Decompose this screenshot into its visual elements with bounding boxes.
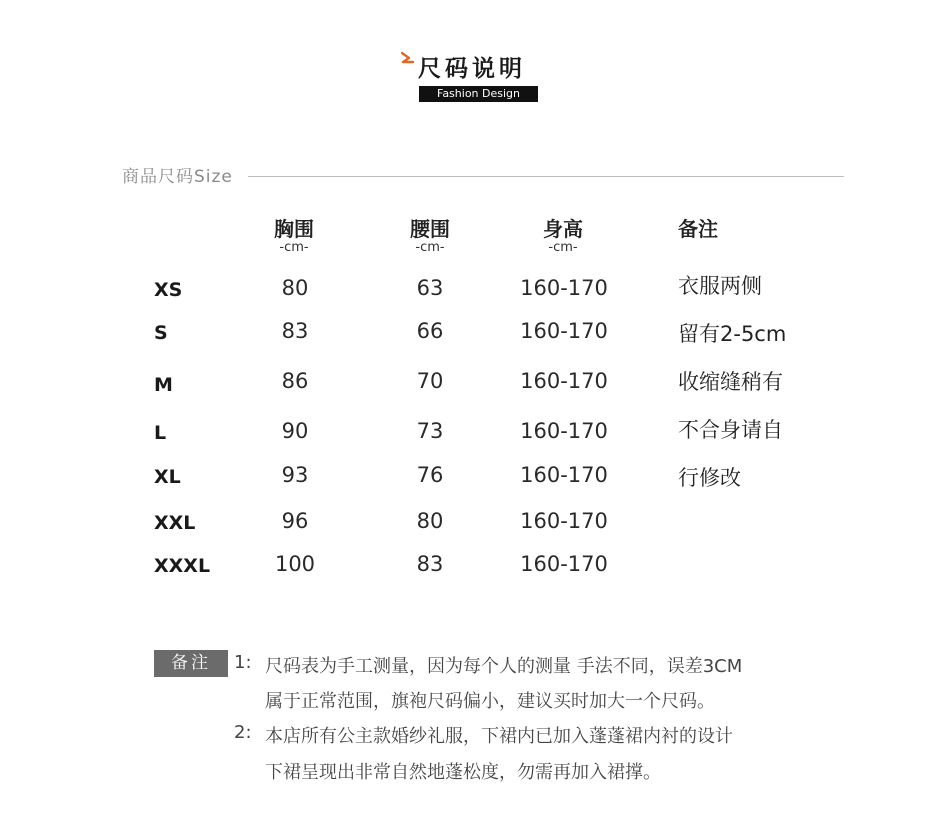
chest-value: 93: [281, 463, 309, 487]
chest-value: 90: [281, 419, 309, 443]
size-label-m: M: [154, 374, 173, 396]
column-header-chest: 胸围: [274, 217, 314, 241]
section-label: 商品尺码Size: [122, 167, 233, 187]
note-2-line-1: 本店所有公主款婚纱礼服，下裙内已加入蓬蓬裙内衬的设计: [265, 726, 733, 747]
subtitle-banner: Fashion Design: [419, 86, 538, 102]
waist-value: 76: [416, 463, 444, 487]
note-1-line-2: 属于正常范围，旗袍尺码偏小，建议买时加大一个尺码。: [265, 691, 715, 712]
height-value: 160-170: [520, 319, 608, 343]
note-number-1: 1:: [234, 652, 252, 673]
size-label-xxxl: XXXL: [154, 555, 211, 577]
remark-line: 不合身请自: [678, 418, 783, 442]
remark-line: 行修改: [678, 466, 741, 490]
page-title: 尺码说明: [418, 56, 526, 82]
column-unit-height: -cm-: [548, 240, 578, 255]
column-header-remarks: 备注: [678, 217, 718, 241]
waist-value: 70: [416, 369, 444, 393]
note-number-2: 2:: [234, 722, 252, 743]
orange-accent-mark: [401, 50, 415, 66]
height-value: 160-170: [520, 276, 608, 300]
chest-value: 100: [274, 552, 316, 576]
chest-value: 96: [281, 509, 309, 533]
size-label-l: L: [154, 422, 167, 444]
height-value: 160-170: [520, 419, 608, 443]
chest-value: 83: [281, 319, 309, 343]
size-label-xl: XL: [154, 466, 181, 488]
column-unit-chest: -cm-: [279, 240, 309, 255]
height-value: 160-170: [520, 552, 608, 576]
column-header-waist: 腰围: [410, 217, 450, 241]
column-unit-waist: -cm-: [415, 240, 445, 255]
waist-value: 63: [416, 276, 444, 300]
remark-line: 衣服两侧: [678, 274, 762, 298]
note-2-line-2: 下裙呈现出非常自然地蓬松度，勿需再加入裙撑。: [265, 762, 661, 783]
height-value: 160-170: [520, 509, 608, 533]
chest-value: 86: [281, 369, 309, 393]
waist-value: 73: [416, 419, 444, 443]
height-value: 160-170: [520, 369, 608, 393]
size-label-s: S: [154, 322, 168, 344]
column-header-height: 身高: [543, 217, 583, 241]
chest-value: 80: [281, 276, 309, 300]
remark-line: 留有2-5cm: [678, 322, 787, 346]
remark-line: 收缩缝稍有: [678, 370, 783, 394]
height-value: 160-170: [520, 463, 608, 487]
note-1-line-1: 尺码表为手工测量，因为每个人的测量 手法不同，误差3CM: [265, 656, 743, 677]
size-label-xxl: XXL: [154, 512, 196, 534]
notes-badge: 备注: [154, 650, 228, 677]
size-label-xs: XS: [154, 279, 183, 301]
section-divider: [248, 176, 844, 177]
waist-value: 83: [416, 552, 444, 576]
waist-value: 80: [416, 509, 444, 533]
waist-value: 66: [416, 319, 444, 343]
